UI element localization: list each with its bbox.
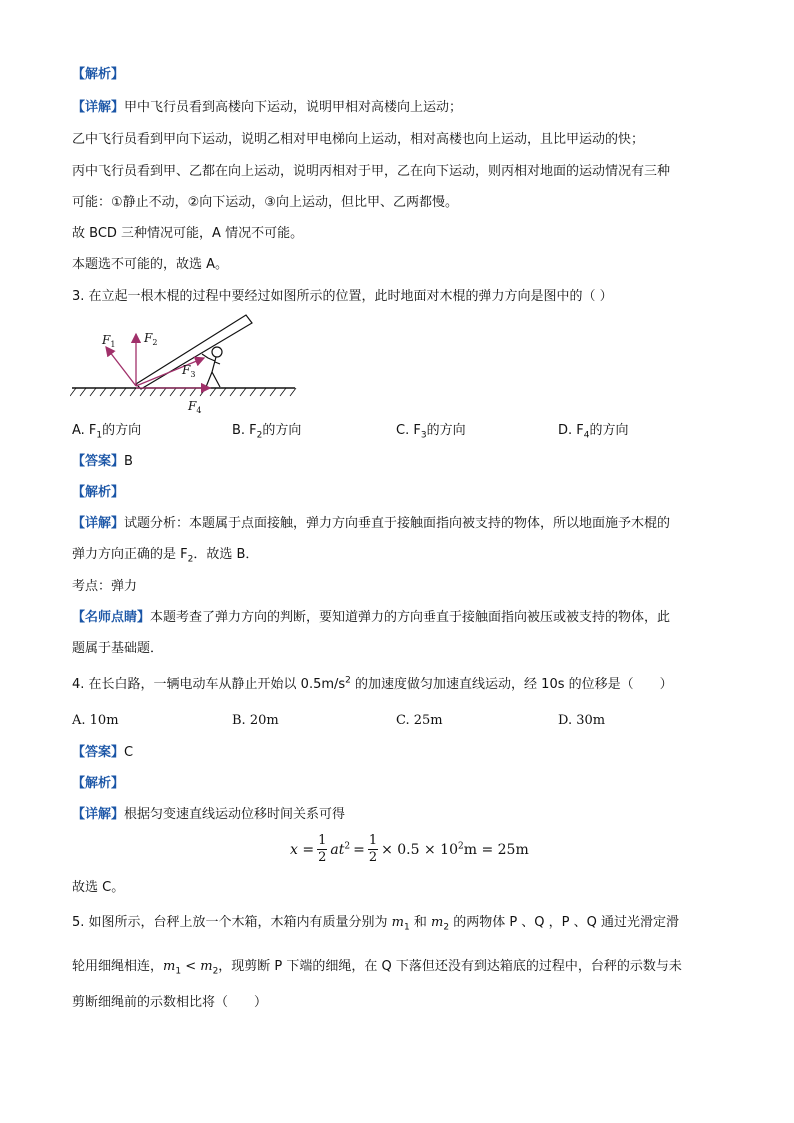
- q3-answer: 【答案】B: [72, 454, 133, 469]
- q2-detail-line-1: 【详解】甲中飞行员看到高楼向下运动，说明甲相对高楼向上运动；: [72, 100, 463, 115]
- q3-option-a: A. $F_1$的方向: [72, 423, 142, 441]
- q2-detail-line-6: 本题选不可能的，故选 A。: [72, 257, 229, 272]
- ground-hatching: [70, 388, 296, 396]
- q3-stem: 3. 在立起一根木棍的过程中要经过如图所示的位置，此时地面对木棍的弹力方向是图中的（ ）: [72, 289, 613, 304]
- q3-teacher-line-2: 题属于基础题．: [72, 641, 164, 656]
- q3-option-c: C. $F_3$的方向: [396, 423, 466, 441]
- q2-analysis-tag: 【解析】: [72, 67, 125, 82]
- q5-stem-line-1: 5. 如图所示，台秤上放一个木箱，木箱内有质量分别为 $m_1$ 和 $m_2$ 的两物体 P 、Q ，P 、Q 通过光滑定滑: [72, 915, 680, 933]
- q3-teacher-line-1: 【名师点睛】本题考查了弹力方向的判断，要知道弹力的方向垂直于接触面指向被压或被支持的物体，此: [72, 610, 671, 625]
- force-arrows: [106, 334, 210, 388]
- q4-conclusion: 故选 C。: [72, 880, 125, 895]
- label-f4: $F_4$: [188, 399, 202, 415]
- fraction-half-2: $\frac{1}{2}$: [368, 833, 378, 865]
- label-f3: $F_3$: [182, 363, 196, 379]
- q3-option-d: D. $F_4$的方向: [558, 423, 629, 441]
- label-f1: $F_1$: [102, 333, 116, 349]
- q4-analysis-tag: 【解析】: [72, 776, 125, 791]
- q4-formula: x = $\frac{1}{2}$ $at^2$ = $\frac{1}{2}$ × $0.5 \times 10^2m = 25m$: [290, 833, 529, 865]
- q4-option-a: A. 10m: [72, 713, 119, 728]
- q4-option-d: D. 30m: [558, 713, 606, 728]
- person-figure: [202, 347, 222, 387]
- q4-detail: 【详解】根据匀变速直线运动位移时间关系可得: [72, 807, 346, 822]
- fraction-half-1: $\frac{1}{2}$: [318, 833, 327, 865]
- label-f2: $F_2$: [144, 331, 158, 347]
- q4-answer: 【答案】C: [72, 745, 134, 760]
- q4-option-b: B. 20m: [232, 713, 279, 728]
- detail-tag: 【详解】: [72, 100, 125, 115]
- q4-option-c: C. 25m: [396, 713, 443, 728]
- q5-stem-line-2: 轮用细绳相连，$m_1 < m_2$，现剪断 P 下端的细绳，在 Q 下落但还没有到达箱底的过程中，台秤的示数与未: [72, 959, 682, 977]
- q5-stem-line-3: 剪断细绳前的示数相比将（ ）: [72, 995, 268, 1010]
- q3-detail-line-2: 弹力方向正确的是 $F_2$．故选 B．: [72, 547, 259, 565]
- q2-detail-line-5: 故 BCD 三种情况可能，A 情况不可能。: [72, 226, 304, 241]
- q4-stem: 4. 在长白路，一辆电动车从静止开始以 $0.5m/s^2$ 的加速度做匀加速直线运动，经 10s 的位移是（ ）: [72, 675, 673, 692]
- q2-detail-line-4: 可能：①静止不动，②向下运动，③向上运动，但比甲、乙两都慢。: [72, 195, 458, 210]
- q2-detail-line-3: 丙中飞行员看到甲、乙都在向上运动，说明丙相对于甲，乙在向下运动，则丙相对地面的运动情况有三种: [72, 164, 671, 179]
- q3-detail-line-1: 【详解】试题分析：本题属于点面接触，弹力方向垂直于接触面指向被支持的物体，所以地面施予木棍的: [72, 516, 671, 531]
- q2-detail-line-2: 乙中飞行员看到甲向下运动，说明乙相对甲电梯向上运动，相对高楼也向上运动，且比甲运动的快；: [72, 132, 645, 147]
- q3-stick-figure-diagram: [70, 306, 300, 416]
- q3-kaodian: 考点：弹力: [72, 579, 138, 594]
- q3-analysis-tag: 【解析】: [72, 485, 125, 500]
- q3-option-b: B. $F_2$的方向: [232, 423, 302, 441]
